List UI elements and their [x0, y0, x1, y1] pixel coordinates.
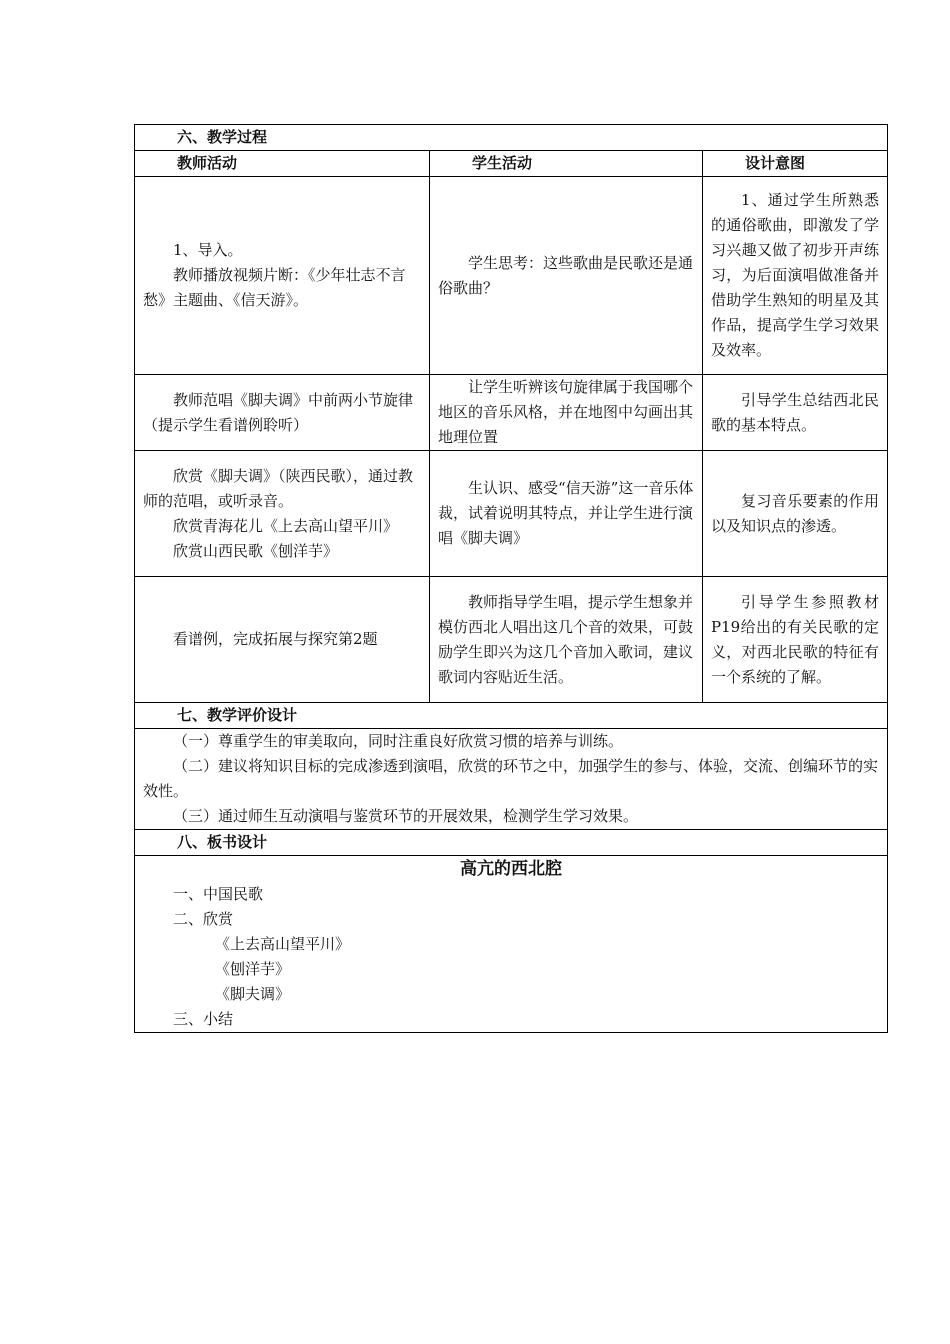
teacher-cell: [135, 375, 430, 451]
teacher-cell: [135, 177, 430, 375]
cell-text: 欣赏青海花儿《上去高山望平川》: [173, 516, 399, 535]
design-cell: [703, 577, 888, 703]
header-student-activity: 学生活动: [430, 151, 703, 177]
evaluation-item: （二）建议将知识目标的完成渗透到演唱，欣赏的环节之中，加强学生的参与、体验，交流、创编环节的实效性。: [143, 757, 879, 800]
cell-text: 看谱例，完成拓展与探究第2题: [173, 630, 378, 648]
design-cell: [703, 375, 888, 451]
cell-text: 欣赏山西民歌《刨洋芋》: [173, 541, 339, 560]
board-line: 《脚夫调》: [215, 985, 291, 1003]
student-cell: [430, 451, 703, 577]
student-cell: [430, 375, 703, 451]
board-line: 《上去高山望平川》: [215, 935, 351, 953]
section-7-title: 七、教学评价设计: [135, 703, 888, 729]
evaluation-item: （一）尊重学生的审美取向，同时注重良好欣赏习惯的培养与训练。: [173, 732, 624, 750]
section-8-title: 八、板书设计: [135, 830, 888, 856]
teacher-cell: [135, 451, 430, 577]
section-6-title: 六、教学过程: [135, 125, 888, 151]
header-teacher-activity: 教师活动: [135, 151, 430, 177]
cell-text: 生认识、感受“信天游”这一音乐体裁，试着说明其特点，并让学生进行演唱《脚夫调》: [438, 479, 694, 547]
design-cell: [703, 177, 888, 375]
student-cell: [430, 577, 703, 703]
student-cell: [430, 177, 703, 375]
cell-text: 教师范唱《脚夫调》中前两小节旋律（提示学生看谱例聆听）: [143, 390, 414, 434]
table-row: [135, 577, 888, 703]
design-cell: [703, 451, 888, 577]
cell-text: 教师播放视频片断：《少年壮志不言愁》主题曲、《信天游》。: [143, 266, 406, 309]
cell-text: 欣赏《脚夫调》（陕西民歌），通过教师的范唱，或听录音。: [143, 466, 414, 510]
table-row: [135, 177, 888, 375]
board-line: 一、中国民歌: [173, 885, 264, 903]
evaluation-content: [135, 729, 888, 830]
teacher-cell: [135, 577, 430, 703]
lesson-plan-table: [134, 124, 888, 1033]
table-row: [135, 451, 888, 577]
board-line: 二、欣赏: [173, 910, 234, 928]
header-design-intent: 设计意图: [703, 151, 888, 177]
table-row: [135, 375, 888, 451]
board-title: 高亢的西北腔: [460, 859, 562, 879]
board-line: 三、小结: [173, 1010, 234, 1028]
cell-text: 1、导入。: [173, 241, 243, 259]
cell-text: 学生思考：这些歌曲是民歌还是通俗歌曲？: [438, 253, 694, 297]
evaluation-item: （三）通过师生互动演唱与鉴赏环节的开展效果，检测学生学习效果。: [173, 807, 639, 825]
cell-text: 复习音乐要素的作用以及知识点的渗透。: [711, 491, 880, 535]
cell-text: 1、通过学生所熟悉的通俗歌曲，即激发了学习兴趣又做了初步开声练习，为后面演唱做准备并借助学生熟知的明星及其作品，提高学生学习效果及效率。: [711, 191, 880, 359]
board-design: [135, 856, 888, 1033]
cell-text: 引导学生参照教材P19给出的有关民歌的定义，对西北民歌的特征有一个系统的了解。: [711, 592, 880, 686]
cell-text: 教师指导学生唱，提示学生想象并模仿西北人唱出这几个音的效果，可鼓励学生即兴为这几个音加入歌词，建议歌词内容贴近生活。: [438, 592, 694, 686]
board-line: 《刨洋芋》: [215, 960, 291, 978]
cell-text: 让学生听辨该句旋律属于我国哪个地区的音乐风格，并在地图中勾画出其地理位置: [438, 378, 694, 446]
cell-text: 引导学生总结西北民歌的基本特点。: [711, 390, 880, 434]
